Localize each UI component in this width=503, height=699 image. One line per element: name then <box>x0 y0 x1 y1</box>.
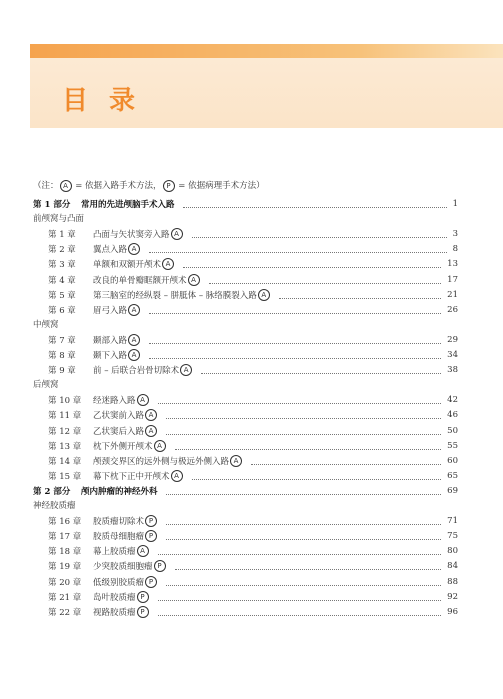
pathology-symbol-icon: P <box>137 591 149 603</box>
toc-chapter-row[interactable] <box>0 333 503 347</box>
entry-number: 第 3 章 <box>48 260 76 271</box>
entry-page-number: 50 <box>447 425 458 436</box>
entry-number: 第 7 章 <box>48 335 76 346</box>
entry-title-group <box>93 349 141 361</box>
entry-page-number: 84 <box>447 561 458 572</box>
entry-title-group <box>93 289 271 301</box>
entry-title-group <box>93 515 158 527</box>
section-heading: 中颅窝 <box>33 319 59 330</box>
entry-title: 低级别胶质瘤 <box>93 577 145 588</box>
entry-title: 第三脑室的经纵裂 – 胼胝体 – 脉络膜裂入路 <box>93 290 257 301</box>
entry-page-number: 80 <box>447 546 458 557</box>
entry-title-group <box>93 545 150 557</box>
entry-title-group <box>93 258 175 270</box>
entry-page-number: 75 <box>447 531 458 542</box>
entry-page-number: 3 <box>452 229 458 240</box>
leader-dots <box>192 478 441 480</box>
entry-number: 第 4 章 <box>48 275 76 286</box>
entry-title: 胶质瘤切除术 <box>93 517 145 528</box>
approach-symbol-icon: A <box>171 228 183 240</box>
approach-symbol-icon: A <box>230 455 242 467</box>
entry-page-number: 60 <box>447 455 458 466</box>
approach-symbol-icon: A <box>188 274 200 286</box>
toc-chapter-row[interactable] <box>0 288 503 302</box>
entry-title: 岛叶胶质瘤 <box>93 592 136 603</box>
leader-dots <box>166 493 441 495</box>
toc-chapter-row[interactable] <box>0 454 503 468</box>
entry-title-group <box>93 334 141 346</box>
approach-symbol-icon: A <box>180 364 192 376</box>
section-heading: 神经胶质瘤 <box>33 501 76 511</box>
approach-symbol-icon: A <box>128 304 140 316</box>
entry-title-group <box>81 198 175 210</box>
leader-dots <box>149 251 447 253</box>
approach-symbol-icon: A <box>60 180 72 192</box>
entry-page-number: 42 <box>447 395 458 406</box>
entry-number: 第 1 章 <box>48 230 76 241</box>
entry-page-number: 65 <box>447 470 458 481</box>
toc-part-row[interactable] <box>0 484 503 498</box>
leader-dots <box>149 357 441 359</box>
leader-dots <box>158 599 441 601</box>
entry-title: 翼点入路 <box>93 245 128 256</box>
entry-title: 幕上胶质瘤 <box>93 547 136 558</box>
entry-title: 颞下入路 <box>93 351 128 361</box>
toc-chapter-row[interactable] <box>0 348 503 362</box>
leader-dots <box>192 236 447 238</box>
entry-number: 第 22 章 <box>48 607 82 618</box>
leader-dots <box>158 553 441 555</box>
toc-chapter-row[interactable] <box>0 227 503 241</box>
pathology-symbol-icon: P <box>163 180 175 192</box>
toc-chapter-row[interactable] <box>0 273 503 287</box>
entry-number: 第 18 章 <box>48 547 82 558</box>
leader-dots <box>175 448 441 450</box>
entry-page-number: 34 <box>447 350 458 360</box>
entry-page-number: 1 <box>452 199 458 209</box>
entry-page-number: 71 <box>447 516 458 527</box>
entry-title-group <box>93 364 193 376</box>
section-heading: 后颅窝 <box>33 380 59 391</box>
toc-chapter-row[interactable] <box>0 469 503 483</box>
entry-title-group <box>93 606 150 618</box>
pathology-symbol-icon: P <box>145 576 157 588</box>
toc-chapter-row[interactable] <box>0 363 503 377</box>
leader-dots <box>183 266 441 268</box>
note-prefix: （注： <box>33 181 59 191</box>
entry-number: 第 19 章 <box>48 562 82 573</box>
toc-chapter-row[interactable] <box>0 590 503 604</box>
entry-title-group <box>93 243 141 255</box>
entry-title-group <box>93 409 158 421</box>
entry-title-group <box>93 470 184 482</box>
entry-page-number: 55 <box>447 440 458 451</box>
entry-title: 少突胶质细胞瘤 <box>93 562 153 573</box>
entry-title-group <box>93 440 167 452</box>
entry-title: 经迷路入路 <box>93 396 136 407</box>
page-title: 目 录 <box>62 86 142 116</box>
leader-dots <box>183 206 447 208</box>
toc-chapter-row[interactable] <box>0 529 503 543</box>
toc-chapter-row[interactable] <box>0 605 503 619</box>
toc-chapter-row[interactable] <box>0 544 503 558</box>
entry-page-number: 29 <box>447 334 458 345</box>
entry-page-number: 88 <box>447 576 458 587</box>
approach-symbol-icon: A <box>145 425 157 437</box>
entry-title: 乙状窦后入路 <box>93 426 145 437</box>
entry-number: 第 6 章 <box>48 305 76 316</box>
entry-number: 第 21 章 <box>48 592 82 603</box>
entry-title: 颅内肿瘤的神经外科 <box>81 486 158 497</box>
entry-number: 第 17 章 <box>48 532 82 543</box>
toc-chapter-row[interactable] <box>0 424 503 438</box>
toc-chapter-row[interactable] <box>0 408 503 422</box>
toc-chapter-row[interactable] <box>0 393 503 407</box>
entry-number: 第 2 章 <box>48 245 76 256</box>
toc-chapter-row[interactable] <box>0 242 503 256</box>
entry-title-group <box>93 394 150 406</box>
section-heading: 前颅窝与凸面 <box>33 214 85 225</box>
toc-chapter-row[interactable] <box>0 439 503 453</box>
approach-symbol-icon: A <box>162 258 174 270</box>
entry-title: 改良的单骨瓣眶额开颅术 <box>93 275 187 286</box>
approach-symbol-icon: A <box>137 394 149 406</box>
toc-chapter-row[interactable] <box>0 303 503 317</box>
approach-symbol-icon: A <box>258 289 270 301</box>
entry-number: 第 11 章 <box>48 411 82 422</box>
entry-title: 眉弓入路 <box>93 305 128 316</box>
entry-title-group <box>93 228 184 240</box>
entry-number: 第 12 章 <box>48 426 82 437</box>
approach-symbol-icon: A <box>137 545 149 557</box>
leader-dots <box>279 297 441 299</box>
toc-chapter-row[interactable] <box>0 257 503 271</box>
leader-dots <box>201 372 441 374</box>
entry-title: 乙状窦前入路 <box>93 411 145 422</box>
entry-title: 常用的先进颅脑手术入路 <box>81 200 175 210</box>
leader-dots <box>175 568 441 570</box>
leader-dots <box>149 342 441 344</box>
leader-dots <box>166 417 441 419</box>
pathology-symbol-icon: P <box>154 560 166 572</box>
leader-dots <box>158 614 441 616</box>
entry-title-group <box>93 576 158 588</box>
leader-dots <box>166 433 441 435</box>
leader-dots <box>166 538 441 540</box>
entry-page-number: 8 <box>452 244 458 255</box>
leader-dots <box>251 463 441 465</box>
entry-title-group <box>93 425 158 437</box>
entry-title-group <box>93 560 167 572</box>
entry-number: 第 2 部分 <box>33 486 71 497</box>
entry-title-group <box>93 591 150 603</box>
entry-title: 单额和双额开颅术 <box>93 260 162 271</box>
pathology-symbol-icon: P <box>145 515 157 527</box>
entry-page-number: 46 <box>447 410 458 421</box>
pathology-symbol-icon: P <box>145 530 157 542</box>
entry-number: 第 15 章 <box>48 471 82 482</box>
entry-title: 颅颈交界区的远外侧与极远外侧入路 <box>93 456 230 467</box>
entry-number: 第 16 章 <box>48 517 82 528</box>
toc-chapter-row[interactable] <box>0 575 503 589</box>
entry-title: 视路胶质瘤 <box>93 607 136 618</box>
entry-page-number: 21 <box>447 289 458 300</box>
entry-page-number: 17 <box>447 274 458 285</box>
entry-page-number: 26 <box>447 304 458 315</box>
note-pathology-text: = 依据病理手术方法） <box>175 181 265 191</box>
entry-title: 幕下枕下正中开颅术 <box>93 471 170 482</box>
leader-dots <box>149 312 441 314</box>
entry-page-number: 96 <box>447 606 458 617</box>
entry-page-number: 92 <box>447 591 458 602</box>
entry-page-number: 69 <box>447 485 458 496</box>
entry-title-group <box>81 485 158 497</box>
entry-title: 颞部入路 <box>93 335 128 346</box>
entry-title-group <box>93 530 158 542</box>
entry-number: 第 8 章 <box>48 351 76 361</box>
entry-number: 第 10 章 <box>48 396 82 407</box>
entry-title-group <box>93 455 243 467</box>
leader-dots <box>166 523 441 525</box>
leader-dots <box>166 584 441 586</box>
approach-symbol-icon: A <box>171 470 183 482</box>
note-approach-text: = 依据入路手术方法， <box>72 181 162 191</box>
leader-dots <box>209 282 441 284</box>
entry-number: 第 20 章 <box>48 577 82 588</box>
entry-title: 前 – 后联合岩骨切除术 <box>93 366 180 377</box>
entry-title-group <box>93 304 141 316</box>
entry-title: 胶质母细胞瘤 <box>93 532 145 543</box>
toc-chapter-row[interactable] <box>0 514 503 528</box>
toc-part-row[interactable] <box>0 197 503 211</box>
approach-symbol-icon: A <box>128 243 140 255</box>
entry-title: 凸面与矢状窦旁入路 <box>93 230 170 241</box>
pathology-symbol-icon: P <box>137 606 149 618</box>
toc-chapter-row[interactable] <box>0 559 503 573</box>
entry-number: 第 14 章 <box>48 456 82 467</box>
entry-number: 第 9 章 <box>48 366 76 377</box>
entry-number: 第 13 章 <box>48 441 82 452</box>
approach-symbol-icon: A <box>154 440 166 452</box>
leader-dots <box>158 402 441 404</box>
entry-page-number: 13 <box>447 259 458 270</box>
entry-number: 第 5 章 <box>48 290 76 301</box>
approach-symbol-icon: A <box>128 349 140 361</box>
entry-title: 枕下外侧开颅术 <box>93 441 153 452</box>
entry-title-group <box>93 274 201 286</box>
entry-page-number: 38 <box>447 365 458 376</box>
approach-symbol-icon: A <box>145 409 157 421</box>
approach-symbol-icon: A <box>128 334 140 346</box>
entry-number: 第 1 部分 <box>33 200 71 210</box>
